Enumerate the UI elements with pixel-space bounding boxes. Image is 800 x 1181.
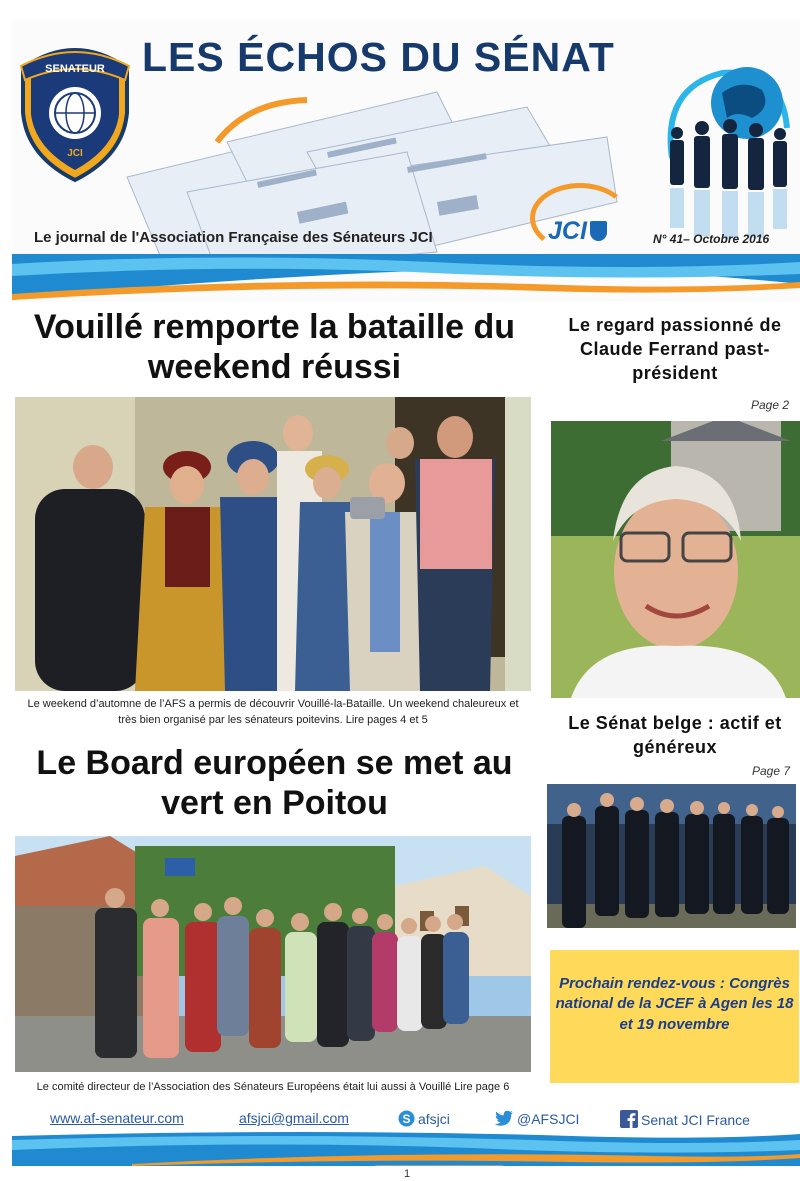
- tagline: Le journal de l'Association Française des Sénateurs JCI: [34, 229, 433, 246]
- email-link[interactable]: afsjci@gmail.com: [239, 1110, 349, 1126]
- twitter-link[interactable]: [494, 1110, 579, 1127]
- twitter-handle: @AFSJCI: [517, 1111, 580, 1127]
- jci-logo-text: JCI: [548, 217, 587, 245]
- facebook-link[interactable]: [620, 1110, 750, 1128]
- feature1-headline: Le regard passionné de Claude Ferrand past-président: [568, 315, 782, 383]
- main-headline: Vouillé remporte la bataille du weekend réussi: [33, 308, 516, 386]
- jci-logo: [548, 217, 607, 246]
- photo-board-group: [15, 836, 531, 1072]
- issue-number: N° 41– Octobre 2016: [653, 232, 770, 246]
- feature1-page-ref: Page 2: [751, 398, 790, 412]
- skype-handle: afsjci: [418, 1111, 450, 1127]
- footer-links: [0, 1110, 800, 1130]
- main-photo-caption: Le weekend d’automne de l’AFS a permis de découvrir Vouillé-la-Bataille. Un weekend chaleureux et très bien organisé par les sénateurs poitevins. Lire pages 4 et 5: [27, 698, 519, 726]
- footer-wave: [12, 1130, 800, 1166]
- photo-belgian-senate: [547, 784, 796, 928]
- jci-shield-icon: [590, 221, 607, 241]
- feature2-headline: Le Sénat belge : actif et généreux: [568, 713, 782, 757]
- facebook-icon: [620, 1110, 638, 1128]
- svg-text:S: S: [402, 1112, 411, 1126]
- header-wave: [12, 254, 800, 302]
- website-link[interactable]: www.af-senateur.com: [50, 1110, 184, 1126]
- skype-icon: [398, 1110, 415, 1127]
- page-number-rule: [375, 1165, 503, 1166]
- masthead: [12, 20, 800, 302]
- announcement-box: [550, 950, 799, 1083]
- announcement-text: Prochain rendez-vous : Congrès national de la JCEF à Agen les 18 et 19 novembre: [555, 975, 794, 1033]
- badge-bottom-text: JCI: [67, 148, 83, 159]
- photo-vouille-group: [15, 397, 531, 691]
- second-headline: Le Board européen se met au vert en Poitou: [36, 744, 513, 822]
- globe-icon: [652, 48, 792, 248]
- facebook-page: Senat JCI France: [641, 1112, 750, 1128]
- twitter-icon: [494, 1110, 514, 1127]
- page-number: 1: [404, 1168, 411, 1180]
- skype-link[interactable]: [398, 1110, 450, 1127]
- newsletter-title: LES ÉCHOS DU SÉNAT: [142, 34, 615, 80]
- photo-claude-ferrand: [551, 421, 800, 698]
- badge-top-text: SENATEUR: [45, 63, 105, 75]
- board-photo-caption: Le comité directeur de l’Association des Sénateurs Européens était lui aussi à Vouillé Lire page 6: [36, 1081, 510, 1093]
- feature2-page-ref: Page 7: [752, 764, 791, 778]
